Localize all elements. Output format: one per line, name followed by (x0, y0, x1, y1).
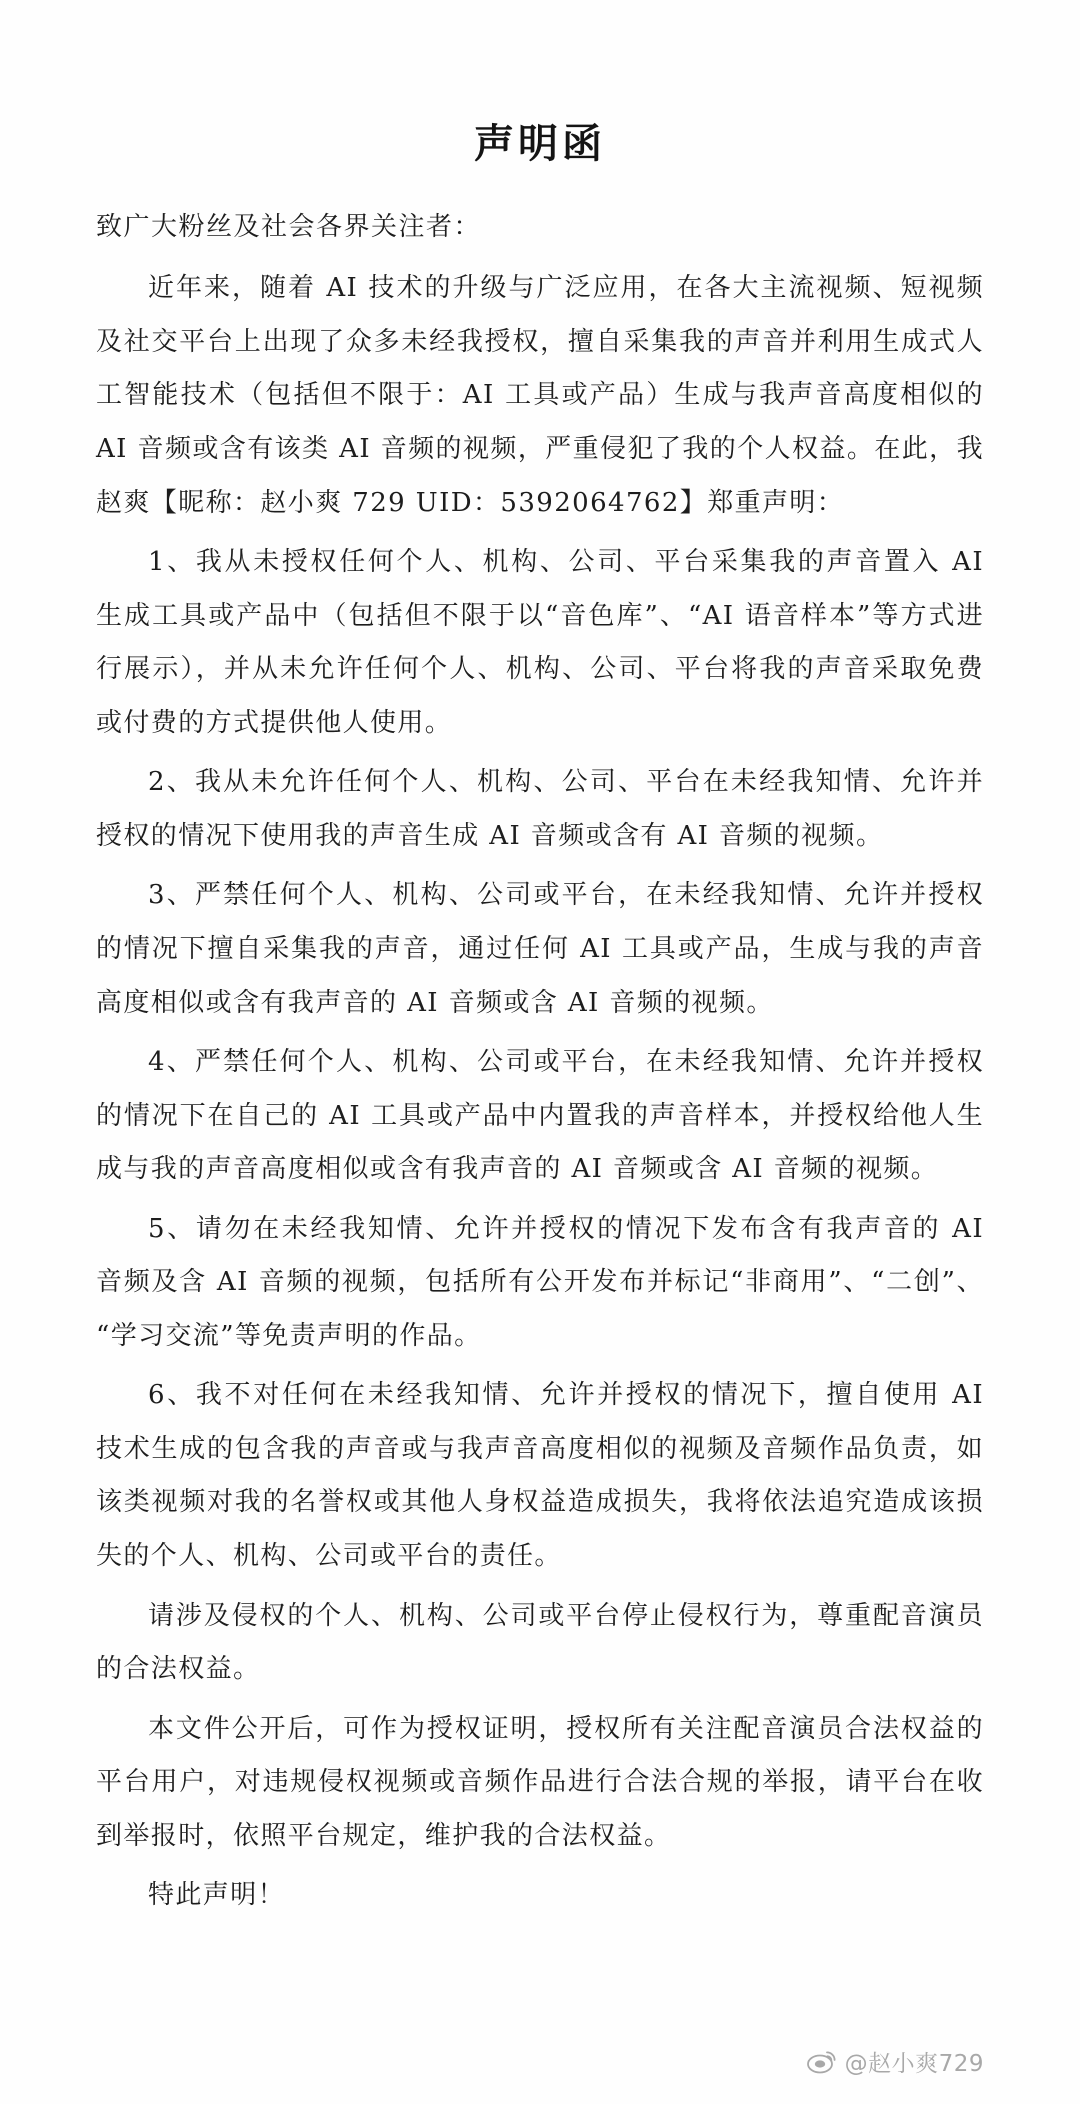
paragraph-8: 请涉及侵权的个人、机构、公司或平台停止侵权行为，尊重配音演员的合法权益。 (96, 1600, 984, 1685)
paragraph-1: 近年来，随着 AI 技术的升级与广泛应用，在各大主流视频、短视频及社交平台上出现了众多未经我授权，擅自采集我的声音并利用生成式人工智能技术（包括但不限于：AI 工具或产品）生成与我声音高度相似的 AI 音频或含有该类 AI 音频的视频，严重侵犯了我的个人权益。在此，我赵爽【昵称：赵小爽 729 UID：5392064762】郑重声明： (96, 273, 984, 518)
weibo-icon (807, 2050, 837, 2074)
paragraph-5: 4、严禁任何个人、机构、公司或平台，在未经我知情、允许并授权的情况下在自己的 AI 工具或产品中内置我的声音样本，并授权给他人生成与我的声音高度相似或含有我声音的 AI 音频或含 AI 音频的视频。 (96, 1047, 984, 1185)
paragraph-4: 3、严禁任何个人、机构、公司或平台，在未经我知情、允许并授权的情况下擅自采集我的声音，通过任何 AI 工具或产品，生成与我的声音高度相似或含有我声音的 AI 音频或含 AI 音频的视频。 (96, 880, 984, 1018)
paragraph-3: 2、我从未允许任何个人、机构、公司、平台在未经我知情、允许并授权的情况下使用我的声音生成 AI 音频或含有 AI 音频的视频。 (96, 767, 984, 851)
paragraph-6: 5、请勿在未经我知情、允许并授权的情况下发布含有我声音的 AI 音频及含 AI 音频的视频，包括所有公开发布并标记“非商用”、“二创”、“学习交流”等免责声明的作品。 (96, 1213, 984, 1351)
watermark (807, 2045, 984, 2078)
page-title: 声明函 (474, 120, 606, 167)
closing-statement: 特此声明！ (148, 1880, 286, 1911)
paragraph-9: 本文件公开后，可作为授权证明，授权所有关注配音演员合法权益的平台用户，对违规侵权视频或音频作品进行合法合规的举报，请平台在收到举报时，依照平台规定，维护我的合法权益。 (96, 1713, 984, 1851)
paragraph-2: 1、我从未授权任何个人、机构、公司、平台采集我的声音置入 AI 生成工具或产品中（包括但不限于以“音色库”、“AI 语音样本”等方式进行展示），并从未允许任何个人、机构、公司、平台将我的声音采取免费或付费的方式提供他人使用。 (96, 547, 984, 738)
salutation: 致广大粉丝及社会各界关注者： (96, 212, 482, 242)
watermark-username: @赵小爽729 (844, 2051, 984, 2077)
paragraph-7: 6、我不对任何在未经我知情、允许并授权的情况下，擅自使用 AI 技术生成的包含我的声音或与我声音高度相似的视频及音频作品负责，如该类视频对我的名誉权或其他人身权益造成损失，我将依法追究造成该损失的个人、机构、公司或平台的责任。 (96, 1380, 984, 1571)
